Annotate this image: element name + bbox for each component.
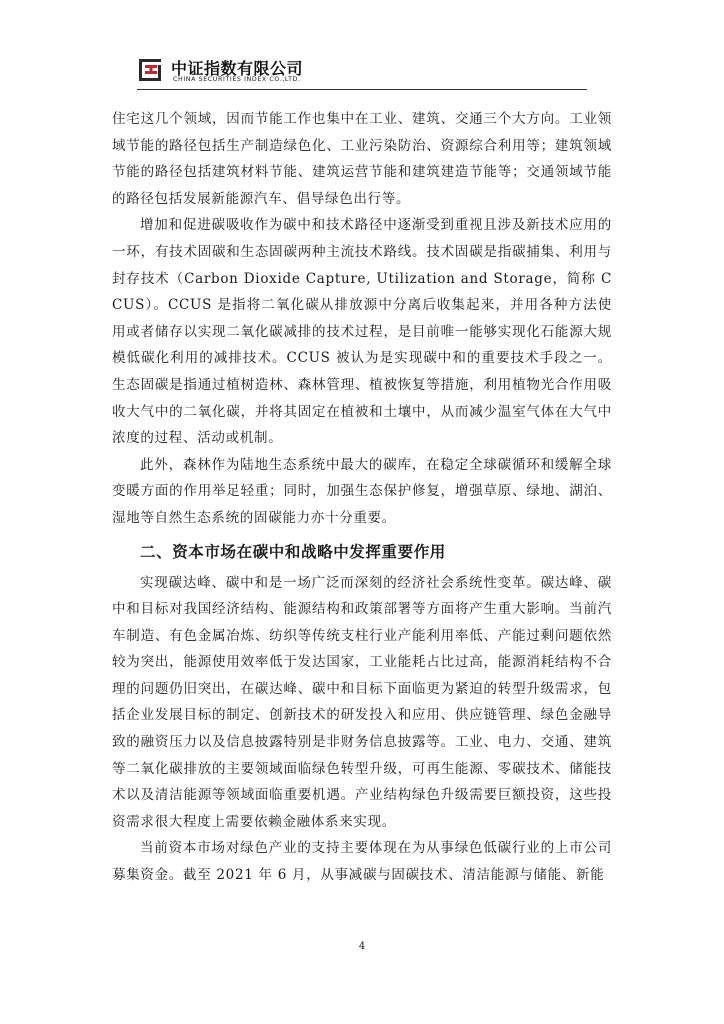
page-header bbox=[137, 56, 587, 90]
csi-logo-icon bbox=[137, 56, 165, 84]
document-body bbox=[112, 106, 612, 889]
paragraph: 当前资本市场对绿色产业的支持主要体现在为从事绿色低碳行业的上市公司募集资金。截至 2021 年 6 月，从事减碳与固碳技术、清洁能源与储能、新能 bbox=[112, 840, 612, 884]
section-heading: 二、资本市场在碳中和战略中发挥重要作用 bbox=[140, 542, 446, 561]
paragraph: 此外，森林作为陆地生态系统中最大的碳库，在稳定全球碳循环和缓解全球变暖方面的作用举足轻重；同时，加强生态保护修复，增强草原、绿地、湖泊、湿地等自然生态系统的固碳能力亦十分重要。 bbox=[112, 456, 612, 526]
company-name-en: CHINA SECURITIES INDEX CO.,LTD. bbox=[173, 76, 301, 83]
paragraph: 住宅这几个领域，因而节能工作也集中在工业、建筑、交通三个大方向。工业领域节能的路径包括生产制造绿色化、工业污染防治、资源综合利用等；建筑领域节能的路径包括建筑材料节能、建筑运营节能和建筑建造节能等；交通领域节能的路径包括发展新能源汽车、倡导绿色出行等。 bbox=[112, 111, 612, 207]
company-name-cn: 中证指数有限公司 bbox=[171, 59, 304, 78]
paragraph: 实现碳达峰、碳中和是一场广泛而深刻的经济社会系统性变革。碳达峰、碳中和目标对我国经济结构、能源结构和政策部署等方面将产生重大影响。当前汽车制造、有色金属冶炼、纺织等传统支柱行业产能利用率低、产能过剩问题依然较为突出，能源使用效率低于发达国家，工业能耗占比过高，能源消耗结构不合理的问题仍旧突出，在碳达峰、碳中和目标下面临更为紧迫的转型升级需求，包括企业发展目标的制定、创新技术的研发投入和应用、供应链管理、绿色金融导致的融资压力以及信息披露特别是非财务信息披露等。工业、电力、交通、建筑等二氧化碳排放的主要领域面临绿色转型升级，可再生能源、零碳技术、储能技术以及清洁能源等领域面临重要机遇。产业结构绿色升级需要巨额投资，这些投资需求很大程度上需要依赖金融体系来实现。 bbox=[112, 574, 612, 830]
header-divider bbox=[137, 89, 587, 90]
page-number: 4 bbox=[358, 941, 366, 952]
paragraph: 增加和促进碳吸收作为碳中和技术路径中逐渐受到重视且涉及新技术应用的一环，有技术固碳和生态固碳两种主流技术路线。技术固碳是指碳捕集、利用与封存技术（Carbon Dioxide Capture, Utilization and Storage，简称 CCUS）。CCUS 是指将二氧化碳从排放源中分离后收集起来，并用各种方法使用或者储存以实现二氧化碳减排的技术过程，是目前唯一能够实现化石能源大规模低碳化利用的减排技术。CCUS 被认为是实现碳中和的重要技术手段之一。生态固碳是指通过植树造林、森林管理、植被恢复等措施，利用植物光合作用吸收大气中的二氧化碳，并将其固定在植被和土壤中，从而减少温室气体在大气中浓度的过程、活动或机制。 bbox=[112, 217, 612, 447]
